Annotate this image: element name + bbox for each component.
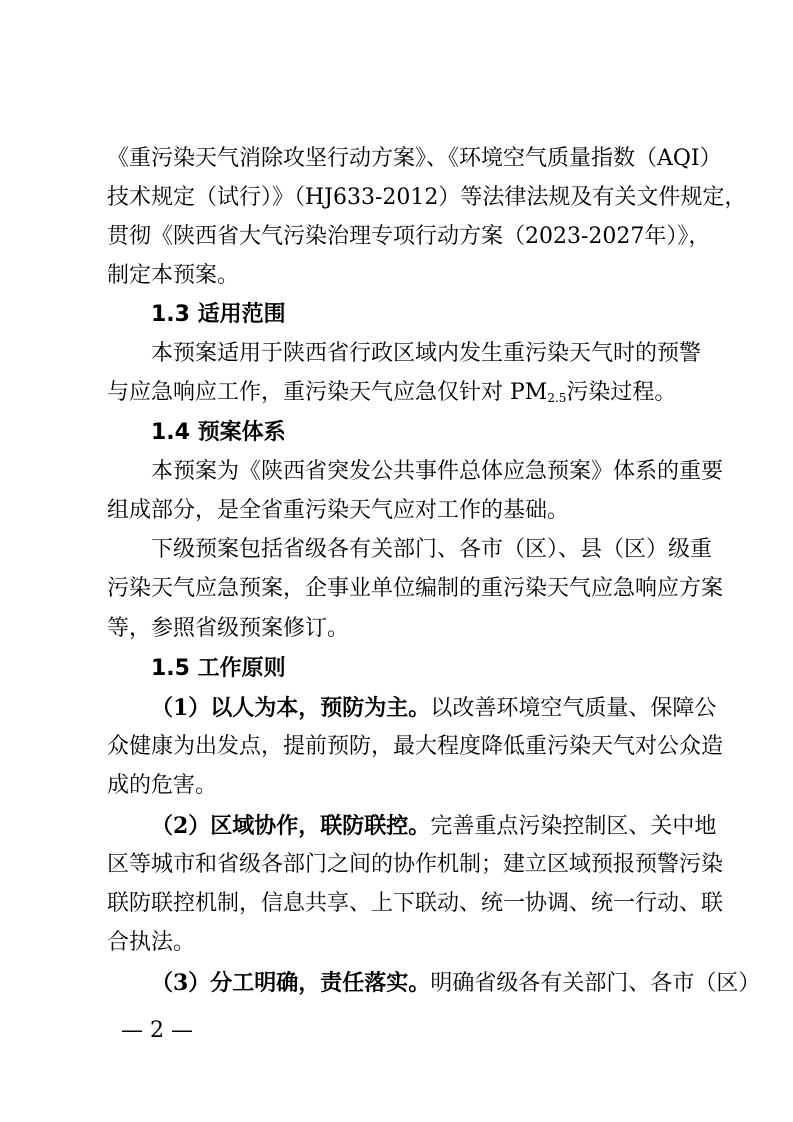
- body-line: 本预案为《陕西省突发公共事件总体应急预案》体系的重要: [151, 459, 724, 484]
- body-line: 制定本预案。: [107, 263, 240, 288]
- body-text: 明确省级各有关部门、各市（区）: [430, 971, 761, 996]
- section-heading-1-5: 1.5 工作原则: [151, 656, 286, 681]
- body-line: 合执法。: [107, 930, 196, 955]
- body-text: 与应急响应工作，重污染天气应急仅针对 PM: [107, 380, 548, 405]
- body-line: 本预案适用于陕西省行政区域内发生重污染天气时的预警: [151, 341, 702, 366]
- body-line: 下级预案包括省级各有关部门、各市（区）、县（区）级重: [151, 537, 713, 562]
- body-line: 技术规定（试行）》（HJ633-2012）等法律法规及有关文件规定，: [107, 185, 747, 210]
- principle-title: （3）分工明确，责任落实。: [151, 970, 431, 996]
- principle-title: （1）以人为本，预防为主。: [151, 695, 431, 721]
- body-text: 以改善环境空气质量、保障公: [430, 696, 717, 721]
- body-line-pm25: [107, 378, 692, 408]
- body-line: 《重污染天气消除攻坚行动方案》、《环境空气质量指数（AQI）: [107, 146, 722, 171]
- pm-subscript: 2.5: [547, 391, 567, 405]
- section-heading-1-4: 1.4 预案体系: [151, 420, 286, 445]
- body-text: 完善重点污染控制区、关中地: [430, 814, 717, 839]
- body-line: 等，参照省级预案修订。: [107, 616, 350, 641]
- principle-3-line: [151, 968, 761, 999]
- body-line: 区等城市和省级各部门之间的协作机制；建立区域预报预警污染: [107, 852, 724, 877]
- principle-2-line: [151, 811, 717, 842]
- body-line: 贯彻《陕西省大气污染治理专项行动方案（2023-2027年）》，: [107, 224, 711, 249]
- principle-1-line: [151, 693, 717, 724]
- body-line: 众健康为出发点，提前预防，最大程度降低重污染天气对公众造: [107, 734, 724, 759]
- body-text: 污染过程。: [566, 380, 677, 405]
- body-line: 污染天气应急预案，企事业单位编制的重污染天气应急响应方案: [107, 576, 724, 601]
- body-line: 组成部分，是全省重污染天气应对工作的基础。: [107, 498, 570, 523]
- principle-title: （2）区域协作，联防联控。: [151, 813, 431, 839]
- section-heading-1-3: 1.3 适用范围: [151, 302, 286, 327]
- body-line: 成的危害。: [107, 773, 218, 798]
- page-number: — 2 —: [121, 1018, 193, 1043]
- body-line: 联防联控机制，信息共享、上下联动、统一协调、统一行动、联: [107, 891, 724, 916]
